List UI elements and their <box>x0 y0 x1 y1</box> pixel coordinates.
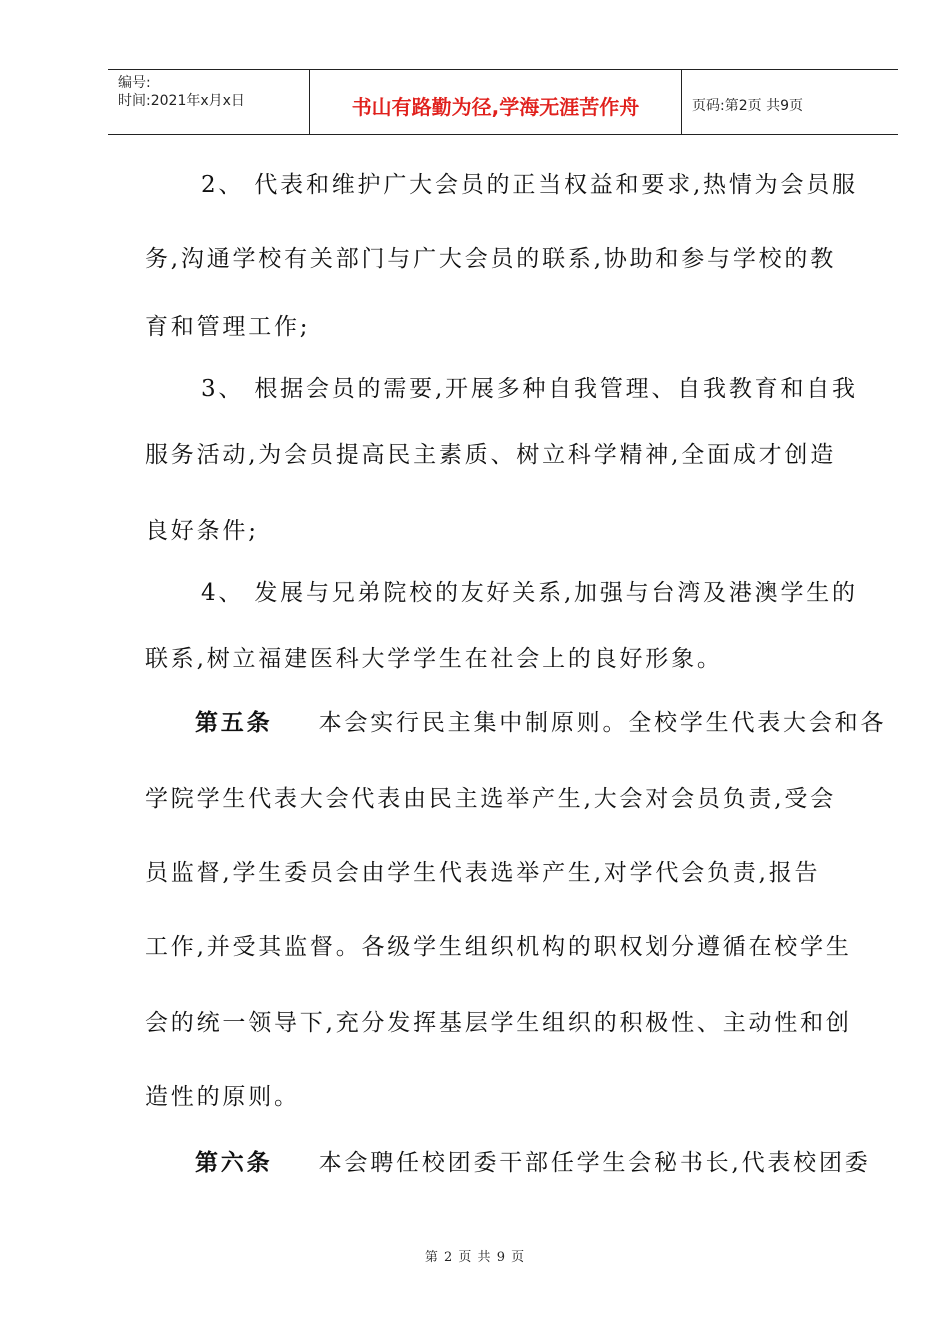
article-5-heading: 第五条 <box>195 709 273 736</box>
body-line-10: 学院学生代表大会代表由民主选举产生,大会对会员负责,受会 <box>145 786 837 812</box>
body-line-5: 服务活动,为会员提高民主素质、树立科学精神,全面成才创造 <box>145 442 837 468</box>
document-number-label: 编号: <box>118 75 151 91</box>
body-line-14: 造性的原则。 <box>145 1084 300 1110</box>
header-meta <box>108 70 310 134</box>
page-header <box>108 69 898 135</box>
document-time-label: 时间:2021年x月x日 <box>118 93 245 109</box>
body-line-1: 2、 代表和维护广大会员的正当权益和要求,热情为会员服 <box>201 172 858 198</box>
body-line-15: 本会聘任校团委干部任学生会秘书长,代表校团委 <box>318 1150 871 1176</box>
body-line-8: 联系,树立福建医科大学学生在社会上的良好形象。 <box>145 646 723 672</box>
body-line-12: 工作,并受其监督。各级学生组织机构的职权划分遵循在校学生 <box>145 934 852 960</box>
body-line-7: 4、 发展与兄弟院校的友好关系,加强与台湾及港澳学生的 <box>201 580 858 606</box>
header-motto: 书山有路勤为径,学海无涯苦作舟 <box>310 70 682 134</box>
body-line-2: 务,沟通学校有关部门与广大会员的联系,协助和参与学校的教 <box>145 246 837 272</box>
article-6-paragraph-first-line <box>195 1148 871 1178</box>
body-line-4: 3、 根据会员的需要,开展多种自我管理、自我教育和自我 <box>201 376 858 402</box>
body-line-13: 会的统一领导下,充分发挥基层学生组织的积极性、主动性和创 <box>145 1010 852 1036</box>
article-5-paragraph-first-line <box>195 708 886 738</box>
article-6-heading: 第六条 <box>195 1149 273 1176</box>
page-footer: 第 2 页 共 9 页 <box>424 1250 526 1265</box>
body-line-3: 育和管理工作; <box>145 314 311 340</box>
body-line-6: 良好条件; <box>145 518 259 544</box>
body-line-9: 本会实行民主集中制原则。全校学生代表大会和各 <box>318 710 887 736</box>
body-line-11: 员监督,学生委员会由学生代表选举产生,对学代会负责,报告 <box>145 860 821 886</box>
header-page-number: 页码:第2页 共9页 <box>692 98 803 114</box>
